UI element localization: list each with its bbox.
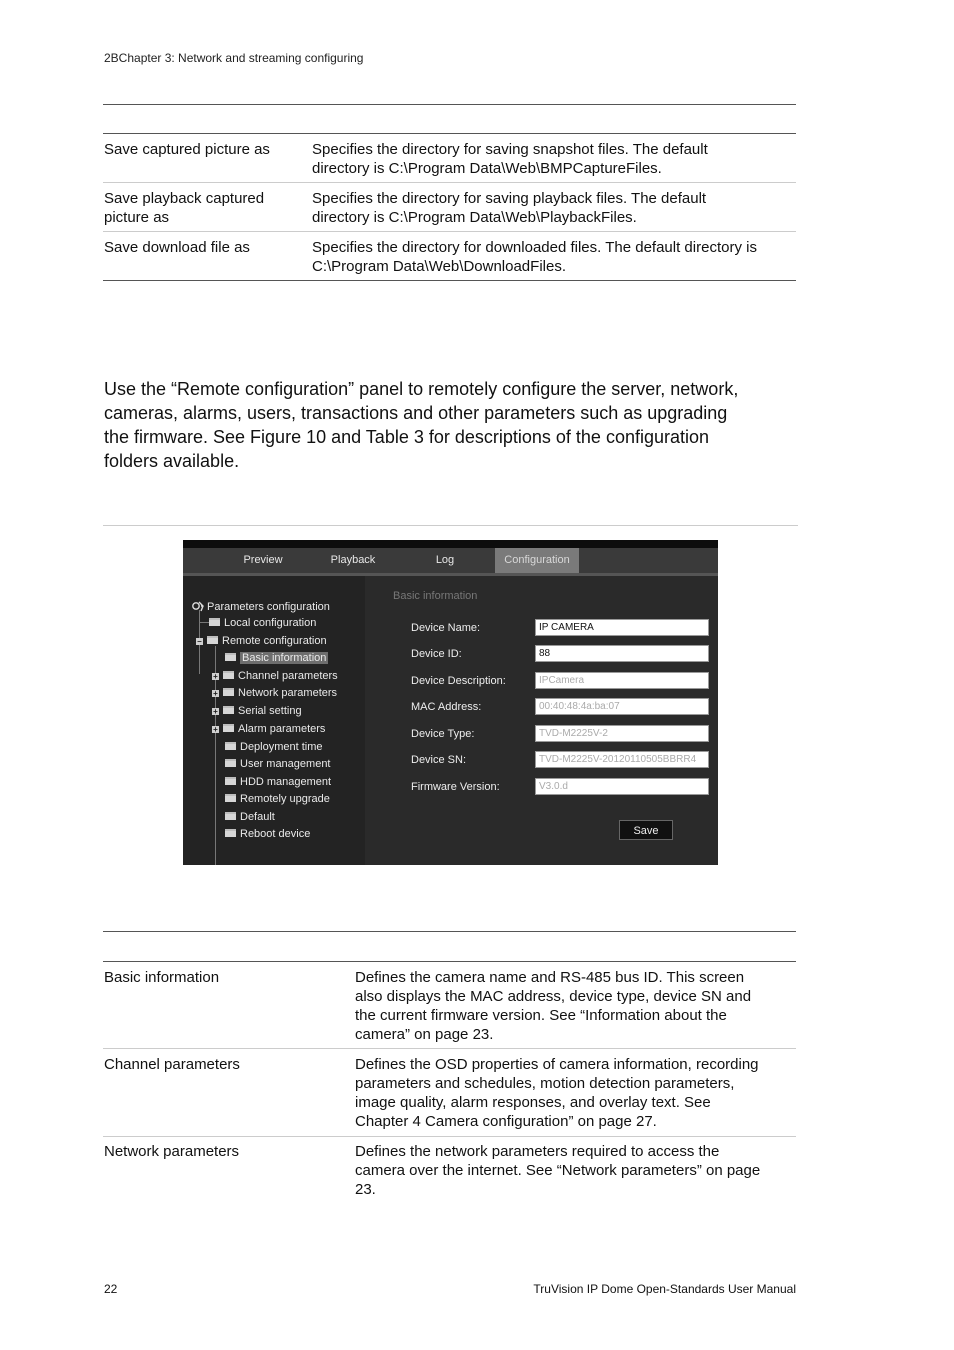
tree-item-reboot-device[interactable]: Reboot device — [225, 827, 310, 841]
manual-title: TruVision IP Dome Open-Standards User Manual — [533, 1282, 796, 1296]
tree-item-network-parameters[interactable]: + Network parameters — [213, 687, 338, 699]
device-description-label: Device Description: — [411, 675, 506, 687]
device-description-field: IPCamera — [535, 672, 709, 689]
folder-icon — [223, 724, 234, 732]
page-number: 22 — [104, 1282, 118, 1296]
tree-item-hdd-management[interactable]: HDD management — [225, 775, 331, 789]
tree-root[interactable]: Parameters configuration — [192, 600, 330, 614]
device-id-label: Device ID: — [411, 648, 462, 660]
table-row — [103, 968, 796, 1046]
tab-playback[interactable]: Playback — [330, 554, 376, 566]
folder-icon — [225, 812, 236, 820]
intro-paragraph: Use the “Remote configuration” panel to remotely configure the server, network, cameras, alarms, users, transactions and other parameters such as upgrading the firmware. See Figure 10 and Table 3 for descriptions of the configuration folders available. — [104, 379, 739, 471]
tree-item-user-management[interactable]: User management — [225, 757, 331, 771]
table-row — [103, 1142, 796, 1202]
table2-key: Channel parameters — [104, 1056, 240, 1073]
device-type-label: Device Type: — [411, 728, 475, 740]
tree-item-basic-information[interactable]: Basic information — [225, 651, 328, 665]
table1-desc: Specifies the directory for saving snapshot files. The default directory is C:\Program Data\Web\BMPCaptureFiles. — [312, 141, 708, 177]
expand-icon[interactable]: + — [213, 672, 218, 681]
device-sn-field: TVD-M2225V-20120110505BBRR4 — [535, 751, 709, 768]
figure-caption-rule — [103, 525, 798, 526]
save-button[interactable]: Save — [619, 820, 673, 840]
table-row — [103, 189, 796, 229]
tree-item-alarm-parameters[interactable]: + Alarm parameters — [213, 723, 326, 735]
tree-item-default[interactable]: Default — [225, 810, 275, 824]
tree-item-remotely-upgrade[interactable]: Remotely upgrade — [225, 792, 330, 806]
table2-desc: Defines the OSD properties of camera information, recording parameters and schedules, motion detection parameters, image quality, alarm responses, and overlay text. See Chapter 4 Camera configuration” on page 27. — [355, 1056, 759, 1130]
table2-header-rule — [103, 961, 796, 962]
table1-row-divider — [103, 182, 796, 183]
tree-item-remote-configuration[interactable]: – Remote configuration — [197, 635, 327, 647]
table1-caption-rule — [103, 104, 796, 105]
tab-bar — [183, 548, 718, 573]
table2-key: Basic information — [104, 969, 220, 986]
tab-configuration[interactable]: Configuration — [495, 548, 579, 573]
folder-icon — [225, 653, 236, 661]
tree-item-channel-parameters[interactable]: + Channel parameters — [213, 670, 338, 682]
collapse-icon[interactable]: – — [197, 637, 202, 646]
table-row — [103, 140, 796, 180]
tree-line — [199, 622, 209, 623]
firmware-version-field: V3.0.d — [535, 778, 709, 795]
device-name-label: Device Name: — [411, 622, 481, 634]
section-title: Basic information — [393, 590, 478, 602]
folder-icon — [225, 829, 236, 837]
window-top-bar — [183, 540, 718, 548]
firmware-version-label: Firmware Version: — [411, 781, 500, 793]
tree-item-local-configuration[interactable]: Local configuration — [209, 616, 316, 630]
table-row — [103, 238, 796, 278]
tree-item-deployment-time[interactable]: Deployment time — [225, 740, 323, 754]
table1-key: Save captured picture as — [104, 141, 270, 158]
parameters-tree — [183, 576, 365, 865]
table2-row-divider — [103, 1048, 796, 1049]
device-type-field: TVD-M2225V-2 — [535, 725, 709, 742]
expand-icon[interactable]: + — [213, 689, 218, 698]
table2-desc: Defines the network parameters required to access the camera over the internet. See “Network parameters” on page 23. — [355, 1143, 761, 1198]
table1-desc: Specifies the directory for downloaded files. The default directory is C:\Program Data\Web\DownloadFiles. — [312, 239, 757, 275]
table1-desc: Specifies the directory for saving playback files. The default directory is C:\Program Data\Web\PlaybackFiles. — [312, 190, 707, 226]
tab-preview[interactable]: Preview — [243, 554, 283, 566]
table2-caption-rule — [103, 931, 796, 932]
folder-icon — [225, 759, 236, 767]
mac-address-label: MAC Address: — [411, 701, 482, 713]
folder-icon — [225, 777, 236, 785]
folder-icon — [225, 742, 236, 750]
expand-icon[interactable]: + — [213, 707, 218, 716]
table2-key: Network parameters — [104, 1143, 240, 1160]
running-header: 2BChapter 3: Network and streaming configuring — [104, 51, 364, 65]
tree-item-serial-setting[interactable]: + Serial setting — [213, 705, 302, 717]
table1-bottom-rule — [103, 280, 796, 281]
table1-key: Save playback captured picture as — [104, 190, 265, 226]
table2-desc: Defines the camera name and RS-485 bus ID. This screen also displays the MAC address, device type, device SN and the current firmware version. See “Information about the camera” on page 23. — [355, 969, 752, 1043]
table1-key: Save download file as — [104, 239, 250, 256]
folder-icon — [223, 706, 234, 714]
table1-row-divider — [103, 231, 796, 232]
expand-icon[interactable]: + — [213, 725, 218, 734]
table1-header-rule — [103, 133, 796, 134]
mac-address-field: 00:40:48:4a:ba:07 — [535, 698, 709, 715]
table2-row-divider — [103, 1136, 796, 1137]
remote-configuration-screenshot — [183, 540, 718, 865]
folder-icon — [223, 671, 234, 679]
folder-icon — [207, 636, 218, 644]
basic-information-panel — [365, 576, 718, 865]
table-row — [103, 1055, 796, 1133]
device-id-input[interactable]: 88 — [535, 645, 709, 662]
folder-icon — [225, 794, 236, 802]
folder-icon — [209, 618, 220, 626]
tab-log[interactable]: Log — [435, 554, 455, 566]
device-name-input[interactable]: IP CAMERA — [535, 619, 709, 636]
folder-icon — [223, 688, 234, 696]
device-sn-label: Device SN: — [411, 754, 467, 766]
gear-icon — [192, 601, 204, 612]
